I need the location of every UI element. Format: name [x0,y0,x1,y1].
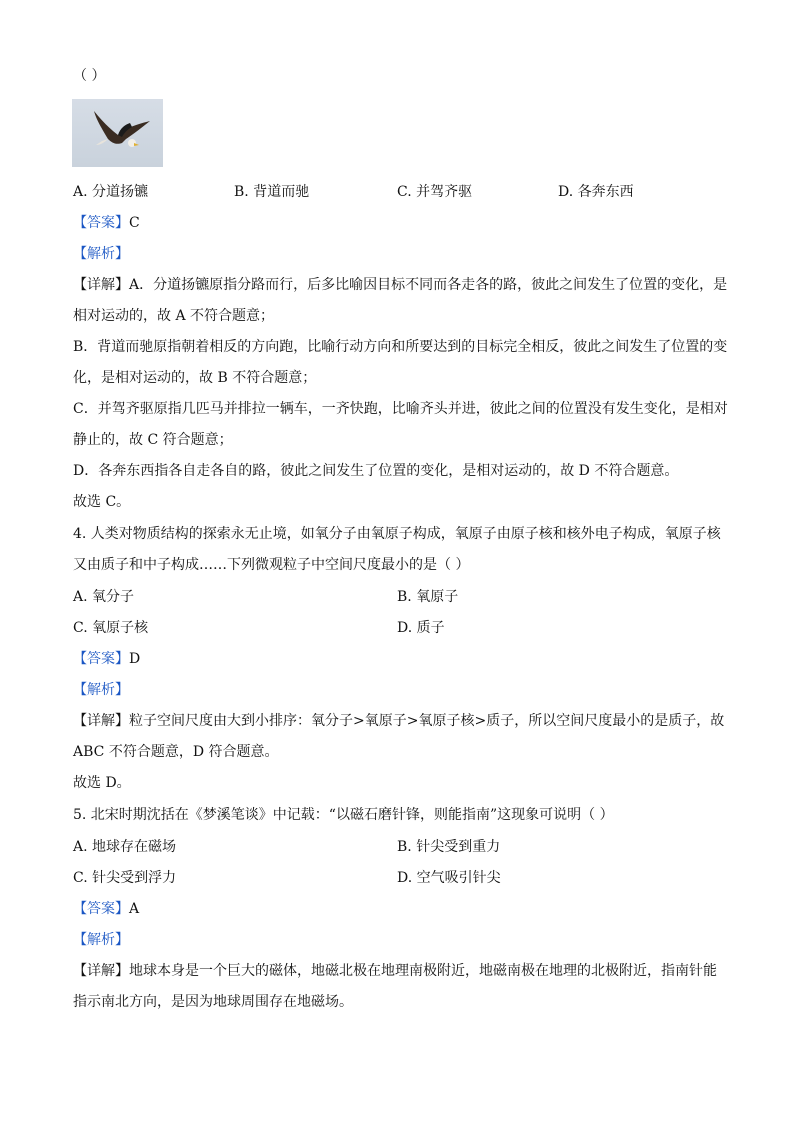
q4-analysis [73,680,129,700]
q3-stem-tail: （ ） [73,68,106,84]
analysis-tag: 【解析】 [73,682,129,698]
answer-value: A [129,901,140,917]
q5-detail-line-1 [73,961,717,981]
detail-text: 地球本身是一个巨大的磁体，地磁北极在地理南极附近，地磁南极在地理的北极附近，指南针能 [129,963,717,979]
q3-analysis [73,244,129,264]
detail-text: 粒子空间尺度由大到小排序：氧分子>氧原子>氧原子核>质子，所以空间尺度最小的是质子，故 [129,713,725,729]
q3-detail-line-4: 化，是相对运动的，故 B 不符合题意； [73,370,317,386]
answer-value: D [129,651,141,667]
answer-value: C [129,215,140,231]
detail-tag: 【详解】 [73,963,129,979]
q3-conclusion: 故选 C。 [73,494,131,510]
q5-option-d: D. 空气吸引针尖 [397,870,501,886]
q3-option-c: C. 并驾齐驱 [397,184,473,200]
q4-conclusion: 故选 D。 [73,775,131,791]
q3-option-d: D. 各奔东西 [558,184,634,200]
q4-detail-line-1 [73,711,724,731]
q4-option-c: C. 氧原子核 [73,620,149,636]
detail-text: A．分道扬镳原指分路而行，后多比喻因目标不同而各走各的路，彼此之间发生了位置的变化，是 [129,277,728,293]
q5-analysis [73,930,129,950]
detail-tag: 【详解】 [73,277,129,293]
q4-option-b: B. 氧原子 [397,589,459,605]
q5-option-a: A. 地球存在磁场 [73,839,177,855]
q4-option-a: A. 氧分子 [73,589,135,605]
q4-detail-line-2: ABC 不符合题意，D 符合题意。 [73,744,279,760]
eagle-illustration [72,99,163,167]
q3-answer [73,213,140,233]
detail-tag: 【详解】 [73,713,129,729]
answer-tag: 【答案】 [73,901,129,917]
q3-detail-line-1 [73,275,727,295]
q5-stem-line-1: 5. 北宋时期沈括在《梦溪笔谈》中记载：“以磁石磨针锋，则能指南”这现象可说明（ ） [73,807,614,823]
q4-answer [73,649,140,669]
q5-detail-line-2: 指示南北方向，是因为地球周围存在地磁场。 [73,994,353,1010]
q5-option-c: C. 针尖受到浮力 [73,870,177,886]
answer-tag: 【答案】 [73,651,129,667]
analysis-tag: 【解析】 [73,246,129,262]
q3-detail-line-3: B．背道而驰原指朝着相反的方向跑，比喻行动方向和所要达到的目标完全相反，彼此之间发生了位置的变 [73,339,728,355]
q3-detail-line-5: C．并驾齐驱原指几匹马并排拉一辆车，一齐快跑，比喻齐头并进，彼此之间的位置没有发生变化，是相对 [73,401,728,417]
analysis-tag: 【解析】 [73,932,129,948]
q5-answer [73,899,139,919]
answer-tag: 【答案】 [73,215,129,231]
q5-option-b: B. 针尖受到重力 [397,839,501,855]
q4-stem-line-2: 又由质子和中子构成……下列微观粒子中空间尺度最小的是（ ） [73,557,470,573]
q3-detail-line-7: D．各奔东西指各自走各自的路，彼此之间发生了位置的变化，是相对运动的，故 D 不符合题意。 [73,463,679,479]
q4-option-d: D. 质子 [397,620,445,636]
q3-option-a: A. 分道扬镳 [73,184,149,200]
q3-detail-line-6: 静止的，故 C 符合题意； [73,432,233,448]
eagle-with-crow-photo [72,99,163,167]
q4-stem-line-1: 4. 人类对物质结构的探索永无止境，如氧分子由氧原子构成，氧原子由原子核和核外电子构成，氧原子核 [73,526,721,542]
q3-detail-line-2: 相对运动的，故 A 不符合题意； [73,308,275,324]
q3-option-b: B. 背道而驰 [234,184,310,200]
